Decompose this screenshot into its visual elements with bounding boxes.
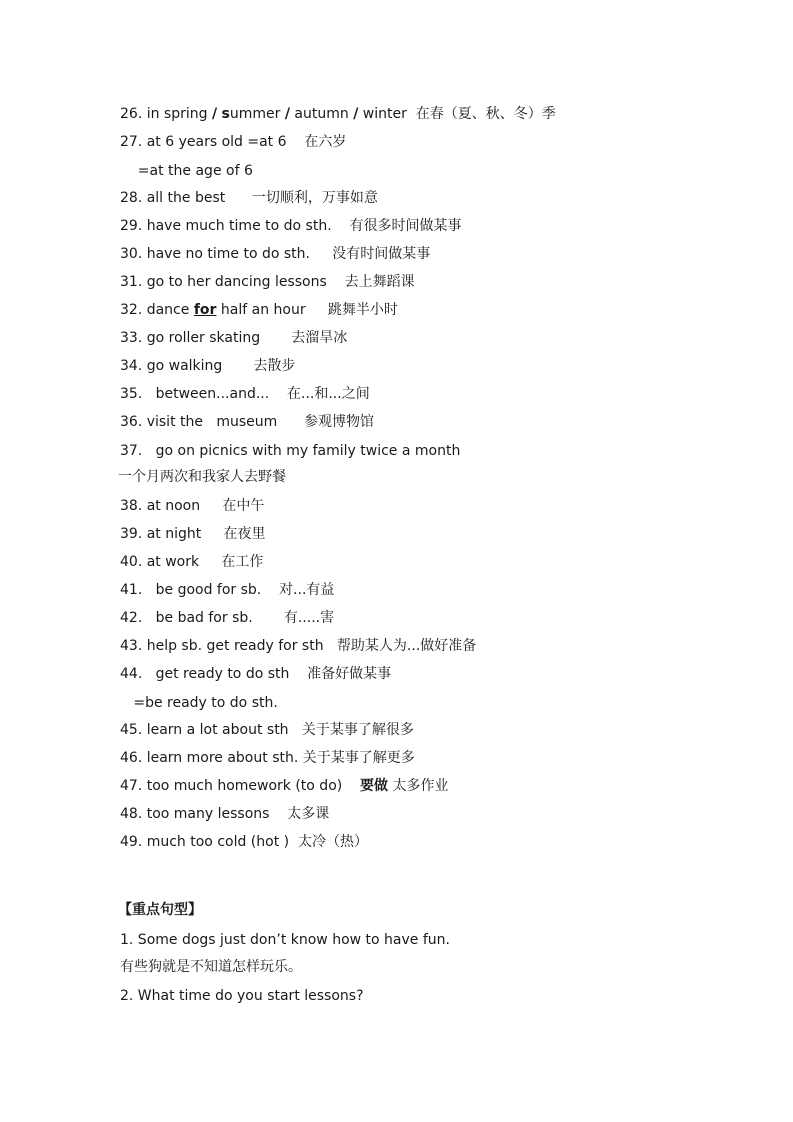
- phrase-42: 42. be bad for sb. 有.....害: [120, 610, 335, 626]
- text: /: [284, 106, 290, 122]
- phrase-39: 39. at night 在夜里: [120, 526, 266, 542]
- text: 26. in spring: [120, 106, 212, 122]
- phrase-44-alt: =be ready to do sth.: [120, 695, 278, 711]
- sentence-1: 1. Some dogs just don’t know how to have fun.: [120, 932, 450, 948]
- sentence-1-cn: 有些狗就是不知道怎样玩乐。: [120, 959, 302, 975]
- phrase-37-cn: 一个月两次和我家人去野餐: [118, 469, 286, 485]
- text: 32. dance: [120, 302, 194, 318]
- phrase-38: 38. at noon 在中午: [120, 498, 265, 514]
- phrase-35: 35. between...and... 在...和...之间: [120, 386, 370, 402]
- phrase-27-alt: =at the age of 6: [120, 163, 253, 179]
- phrase-36: 36. visit the museum 参观博物馆: [120, 414, 374, 430]
- phrase-47: [120, 776, 448, 796]
- text: /: [353, 106, 359, 122]
- phrase-28: 28. all the best 一切顺利，万事如意: [120, 190, 378, 206]
- sentence-2: 2. What time do you start lessons?: [120, 988, 364, 1004]
- text: /: [211, 106, 218, 122]
- text: 太多作业: [388, 778, 449, 794]
- phrase-32: [120, 300, 398, 320]
- text: s: [221, 106, 230, 122]
- phrase-27: 27. at 6 years old =at 6 在六岁: [120, 134, 347, 150]
- text: half an hour 跳舞半小时: [216, 302, 398, 318]
- emphasis: 要做: [360, 778, 389, 794]
- phrase-46: 46. learn more about sth. 关于某事了解更多: [120, 750, 415, 766]
- phrase-34: 34. go walking 去散步: [120, 358, 296, 374]
- text: ummer: [229, 106, 285, 122]
- text: autumn: [289, 106, 354, 122]
- phrase-43: 43. help sb. get ready for sth 帮助某人为...做好准备: [120, 638, 477, 654]
- text: winter 在春（夏、秋、冬）季: [358, 106, 556, 122]
- phrase-40: 40. at work 在工作: [120, 554, 264, 570]
- phrase-29: 29. have much time to do sth. 有很多时间做某事: [120, 218, 462, 234]
- emphasis: for: [193, 302, 217, 318]
- phrase-30: 30. have no time to do sth. 没有时间做某事: [120, 246, 431, 262]
- phrase-45: 45. learn a lot about sth 关于某事了解很多: [120, 722, 414, 738]
- section-heading: 【重点句型】: [118, 902, 202, 918]
- phrase-26: [120, 104, 556, 124]
- text: 47. too much homework (to do): [120, 778, 361, 794]
- phrase-49: 49. much too cold (hot ) 太冷（热）: [120, 834, 369, 850]
- phrase-48: 48. too many lessons 太多课: [120, 806, 330, 822]
- phrase-33: 33. go roller skating 去溜旱冰: [120, 330, 348, 346]
- phrase-37: 37. go on picnics with my family twice a month: [120, 443, 461, 459]
- phrase-31: 31. go to her dancing lessons 去上舞蹈课: [120, 274, 415, 290]
- phrase-41: 41. be good for sb. 对...有益: [120, 582, 335, 598]
- phrase-44: 44. get ready to do sth 准备好做某事: [120, 666, 392, 682]
